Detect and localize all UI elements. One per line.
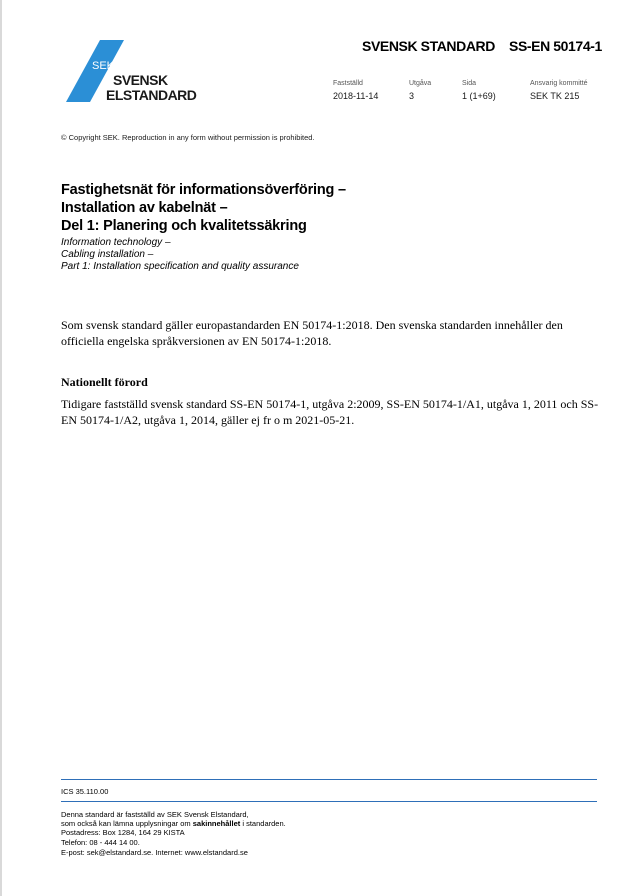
title-line-2: Installation av kabelnät – — [61, 200, 228, 216]
foreword-paragraph: Tidigare fastställd svensk standard SS-EN 50174-1, utgåva 2:2009, SS-EN 50174-1/A1, utgåva 1, 2011 och SS-EN 50174-1/A2, utgåva 1, 2014, gäller ej fr o m 2021-05-21. — [61, 397, 599, 427]
subtitle-line-1: Information technology – — [61, 237, 171, 248]
footer-line-2-pre: som också kan lämna upplysningar om — [61, 819, 193, 828]
meta-kommitte-label: Ansvarig kommitté — [530, 80, 588, 87]
logo-sek-text: SEK — [92, 60, 115, 72]
meta-sida-label: Sida — [462, 80, 477, 87]
intro-paragraph: Som svensk standard gäller europastandarden EN 50174-1:2018. Den svenska standarden innehåller den officiella engelska språkversionen av EN 50174-1:2018. — [61, 318, 563, 348]
title-line-1: Fastighetsnät för informationsöverföring – — [61, 182, 346, 198]
footer-line-2-bold: sakinnehållet — [192, 819, 241, 828]
footer-line-2-post: i standarden. — [240, 819, 286, 828]
title-line-3: Del 1: Planering och kvalitetssäkring — [61, 218, 307, 234]
document-id: SS-EN 50174-1 — [509, 38, 602, 54]
meta-sida-value: 1 (1+69) — [462, 91, 496, 101]
meta-utgava-value: 3 — [409, 91, 415, 101]
subtitle-line-3: Part 1: Installation specification and quality assurance — [61, 261, 299, 272]
meta-fastställd-value: 2018-11-14 — [333, 91, 379, 101]
ics-code: ICS 35.110.00 — [61, 787, 109, 796]
logo-elstandard-text: ELSTANDARD — [106, 87, 197, 103]
footer-line-1: Denna standard är fastställd av SEK Svensk Elstandard, — [61, 810, 249, 819]
meta-kommitte-value: SEK TK 215 — [530, 91, 580, 101]
page-edge — [0, 0, 2, 896]
footer-rule-top — [61, 779, 597, 780]
copyright-notice: © Copyright SEK. Reproduction in any form without permission is prohibited. — [61, 133, 315, 142]
footer-rule-middle — [61, 801, 597, 802]
logo-svensk-text: SVENSK — [113, 72, 168, 88]
meta-utgava-label: Utgåva — [409, 80, 432, 87]
foreword-heading: Nationellt förord — [61, 375, 148, 389]
footer-email-web: E-post: sek@elstandard.se. Internet: www.elstandard.se — [61, 848, 248, 857]
footer-postal-address: Postadress: Box 1284, 164 29 KISTA — [61, 828, 185, 837]
footer-phone: Telefon: 08 - 444 14 00. — [61, 838, 140, 847]
footer-line-2 — [61, 819, 286, 828]
document-type: SVENSK STANDARD — [362, 38, 495, 54]
meta-fastställd-label: Fastställd — [333, 80, 363, 87]
subtitle-line-2: Cabling installation – — [61, 249, 154, 260]
